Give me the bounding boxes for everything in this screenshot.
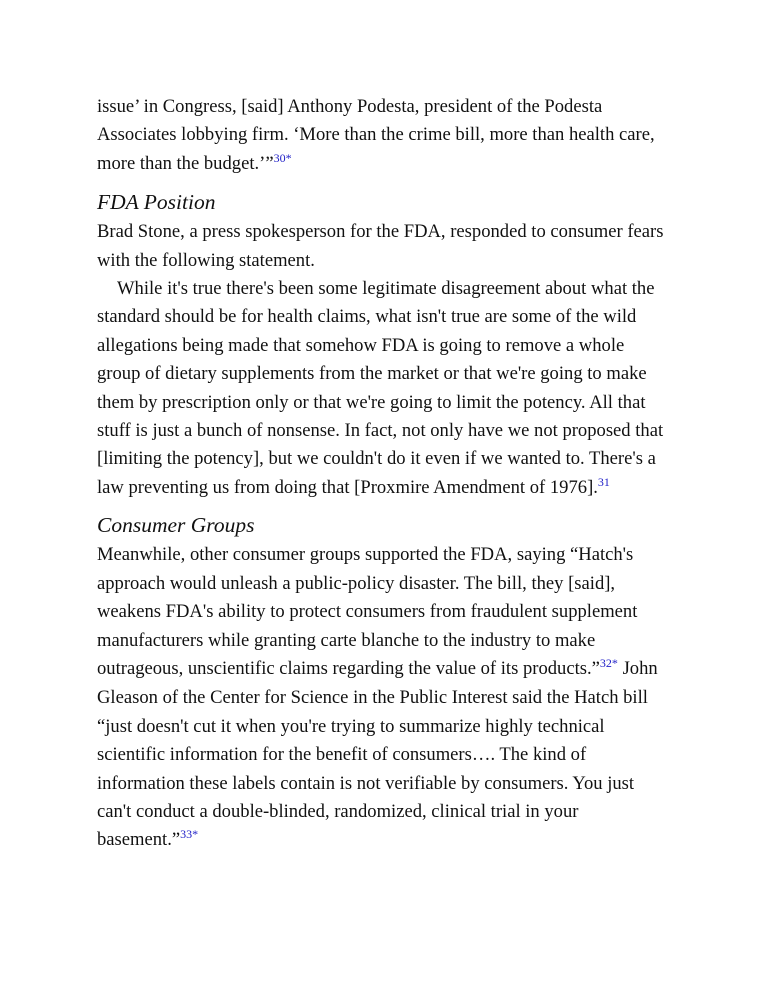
text-line: While it's true there's been some legitimate disagreement about what the xyxy=(117,278,655,300)
text-line-content: basement.” xyxy=(97,829,181,851)
text-line: manufacturers while granting carte blanche to the industry to make xyxy=(97,629,596,651)
text-line: issue’ in Congress, [said] Anthony Podesta, president of the Podesta xyxy=(97,96,603,117)
section-heading-fda-position: FDA Position xyxy=(97,190,216,215)
text-line-content: John xyxy=(617,657,658,679)
text-line: them by prescription only or that we're going to limit the potency. All that xyxy=(97,391,646,413)
consumer-groups-paragraph xyxy=(97,541,687,855)
text-line-content: more than the budget.’” xyxy=(97,152,274,174)
text-line: stuff is just a bunch of nonsense. In fact, not only have we not proposed that xyxy=(97,420,664,442)
footnote-link-31[interactable]: 31 xyxy=(597,474,610,489)
text-line: weakens FDA's ability to protect consumers from fraudulent supplement xyxy=(97,601,638,623)
text-line: “just doesn't cut it when you're trying to summarize highly technical xyxy=(97,715,605,737)
text-line: [limiting the potency], but we couldn't do it even if we wanted to. There's a xyxy=(97,448,656,470)
text-line xyxy=(97,474,687,503)
footnote-link-32[interactable]: 32* xyxy=(599,655,618,670)
text-line: scientific information for the benefit of consumers…. The kind of xyxy=(97,744,587,766)
text-line: Gleason of the Center for Science in the Public Interest said the Hatch bill xyxy=(97,687,648,709)
footnote-link-30[interactable]: 30* xyxy=(273,150,292,165)
text-line: information these labels contain is not verifiable by consumers. You just xyxy=(97,772,635,794)
fda-quote-paragraph xyxy=(97,275,687,503)
text-line: Meanwhile, other consumer groups supported the FDA, saying “Hatch's xyxy=(97,544,634,566)
text-line: Associates lobbying firm. ‘More than the crime bill, more than health care, xyxy=(97,124,655,146)
document-page xyxy=(97,93,687,856)
fda-intro-paragraph xyxy=(97,218,687,275)
text-line: with the following statement. xyxy=(97,249,315,271)
text-line-content: outrageous, unscientific claims regarding the value of its products.” xyxy=(97,657,600,679)
intro-paragraph xyxy=(97,93,687,179)
text-line xyxy=(97,826,687,855)
text-line xyxy=(97,150,687,179)
text-line xyxy=(97,655,687,684)
text-line-content: law preventing us from doing that [Proxmire Amendment of 1976]. xyxy=(97,476,598,498)
text-line: standard should be for health claims, what isn't true are some of the wild xyxy=(97,306,637,328)
footnote-link-33[interactable]: 33* xyxy=(180,827,199,842)
text-line: Brad Stone, a press spokesperson for the FDA, responded to consumer fears xyxy=(97,221,664,243)
text-line: can't conduct a double-blinded, randomized, clinical trial in your xyxy=(97,800,579,822)
text-line: approach would unleash a public-policy disaster. The bill, they [said], xyxy=(97,572,616,594)
section-heading-consumer-groups: Consumer Groups xyxy=(97,513,255,538)
text-line: allegations being made that somehow FDA is going to remove a whole xyxy=(97,334,625,356)
text-line: group of dietary supplements from the market or that we're going to make xyxy=(97,363,647,385)
